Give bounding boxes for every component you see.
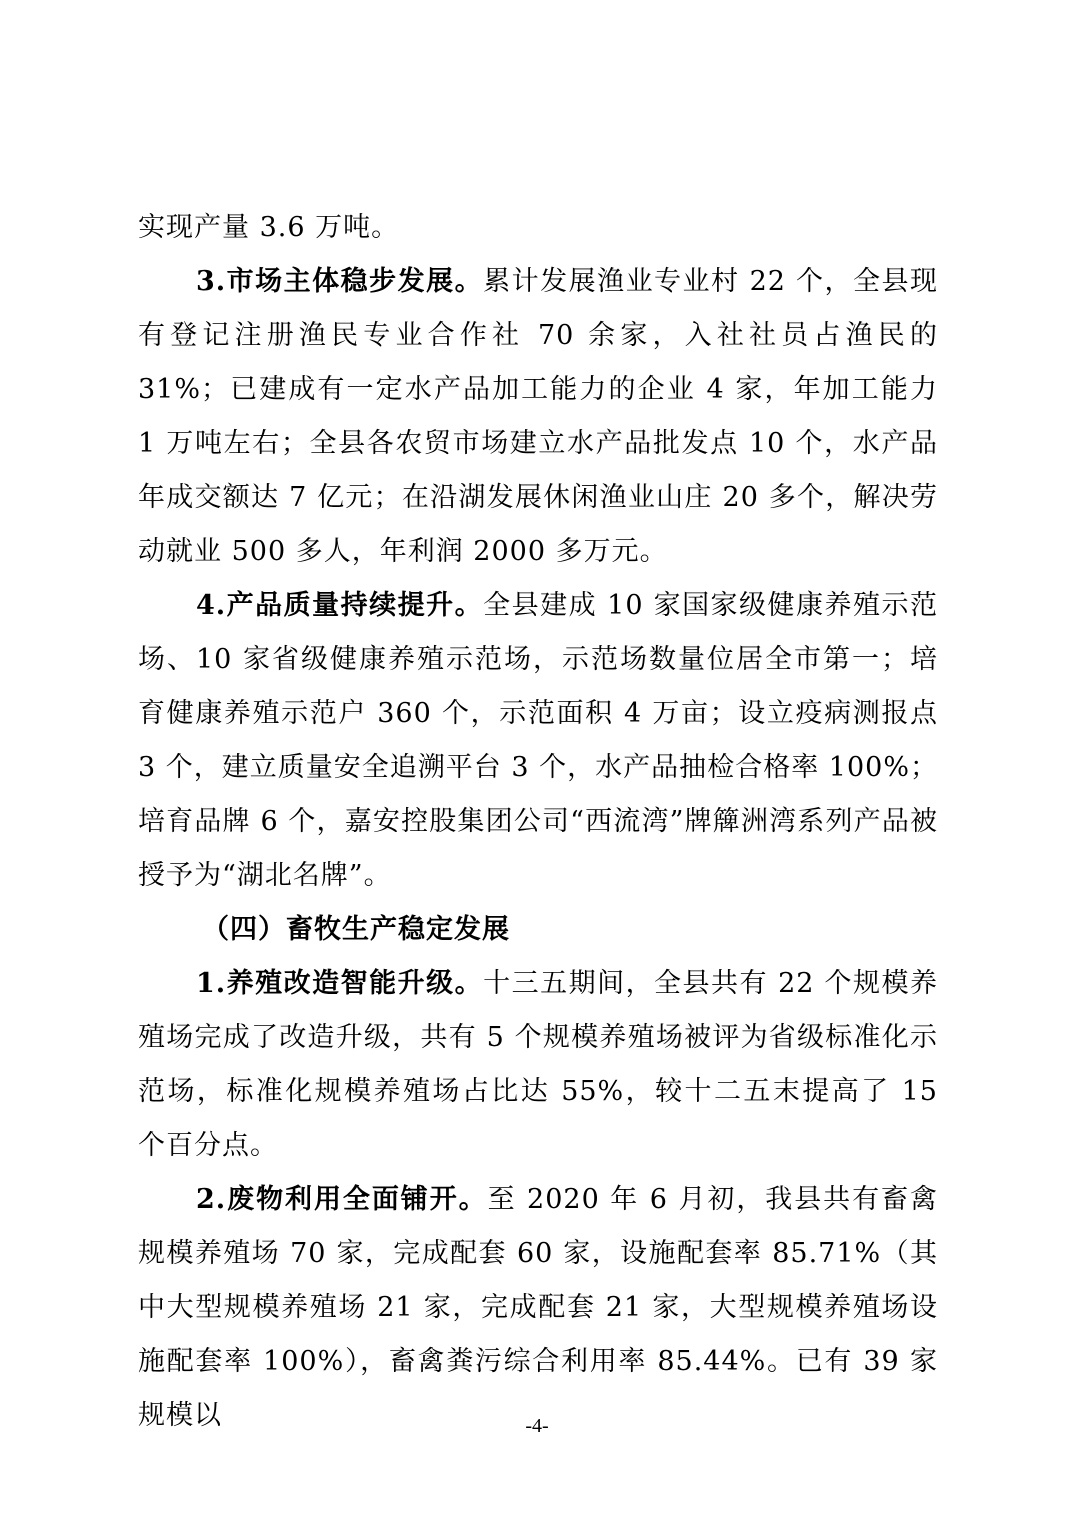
paragraph-lead: 4.产品质量持续提升。: [196, 590, 484, 621]
paragraph-market-entities: [138, 255, 938, 579]
paragraph-text: 实现产量 3.6 万吨。: [138, 212, 400, 243]
paragraph-lead: 1.养殖改造智能升级。: [196, 968, 484, 999]
paragraph-lead: 3.市场主体稳步发展。: [196, 266, 484, 297]
paragraph-text: 全县建成 10 家国家级健康养殖示范场、10 家省级健康养殖示范场，示范场数量位居全市第一；培育健康养殖示范户 360 个，示范面积 4 万亩；设立疫病测报点 3 个，建立质量安全追溯平台 3 个，水产品抽检合格率 100%；培育品牌 6 个，嘉安控股集团公司“西流湾”牌簰洲湾系列产品被授予为“湖北名牌”。: [138, 590, 938, 891]
section-heading: （四）畜牧生产稳定发展: [202, 914, 510, 945]
paragraph-text: 十三五期间，全县共有 22 个规模养殖场完成了改造升级，共有 5 个规模养殖场被评为省级标准化示范场，标准化规模养殖场占比达 55%，较十二五末提高了 15 个百分点。: [138, 968, 938, 1161]
paragraph-text: 至 2020 年 6 月初，我县共有畜禽规模养殖场 70 家，完成配套 60 家，设施配套率 85.71%（其中大型规模养殖场 21 家，完成配套 21 家，大型规模养殖场设施配套率 100%），畜禽粪污综合利用率 85.44%。已有 39 家规模以: [138, 1184, 938, 1431]
paragraph-breeding-upgrade: [138, 957, 938, 1173]
paragraph-text: 累计发展渔业专业村 22 个，全县现有登记注册渔民专业合作社 70 余家，入社社员占渔民的 31%；已建成有一定水产品加工能力的企业 4 家，年加工能力 1 万吨左右；全县各农贸市场建立水产品批发点 10 个，水产品年成交额达 7 亿元；在沿湖发展休闲渔业山庄 20 多个，解决劳动就业 500 多人，年利润 2000 多万元。: [138, 266, 938, 567]
page-number: -4-: [525, 1415, 549, 1437]
paragraph-product-quality: [138, 579, 938, 903]
paragraph-lead: 2.废物利用全面铺开。: [196, 1184, 488, 1215]
document-body: [138, 201, 938, 1443]
paragraph-waste-utilization: [138, 1173, 938, 1443]
paragraph-continuation: [138, 201, 938, 255]
